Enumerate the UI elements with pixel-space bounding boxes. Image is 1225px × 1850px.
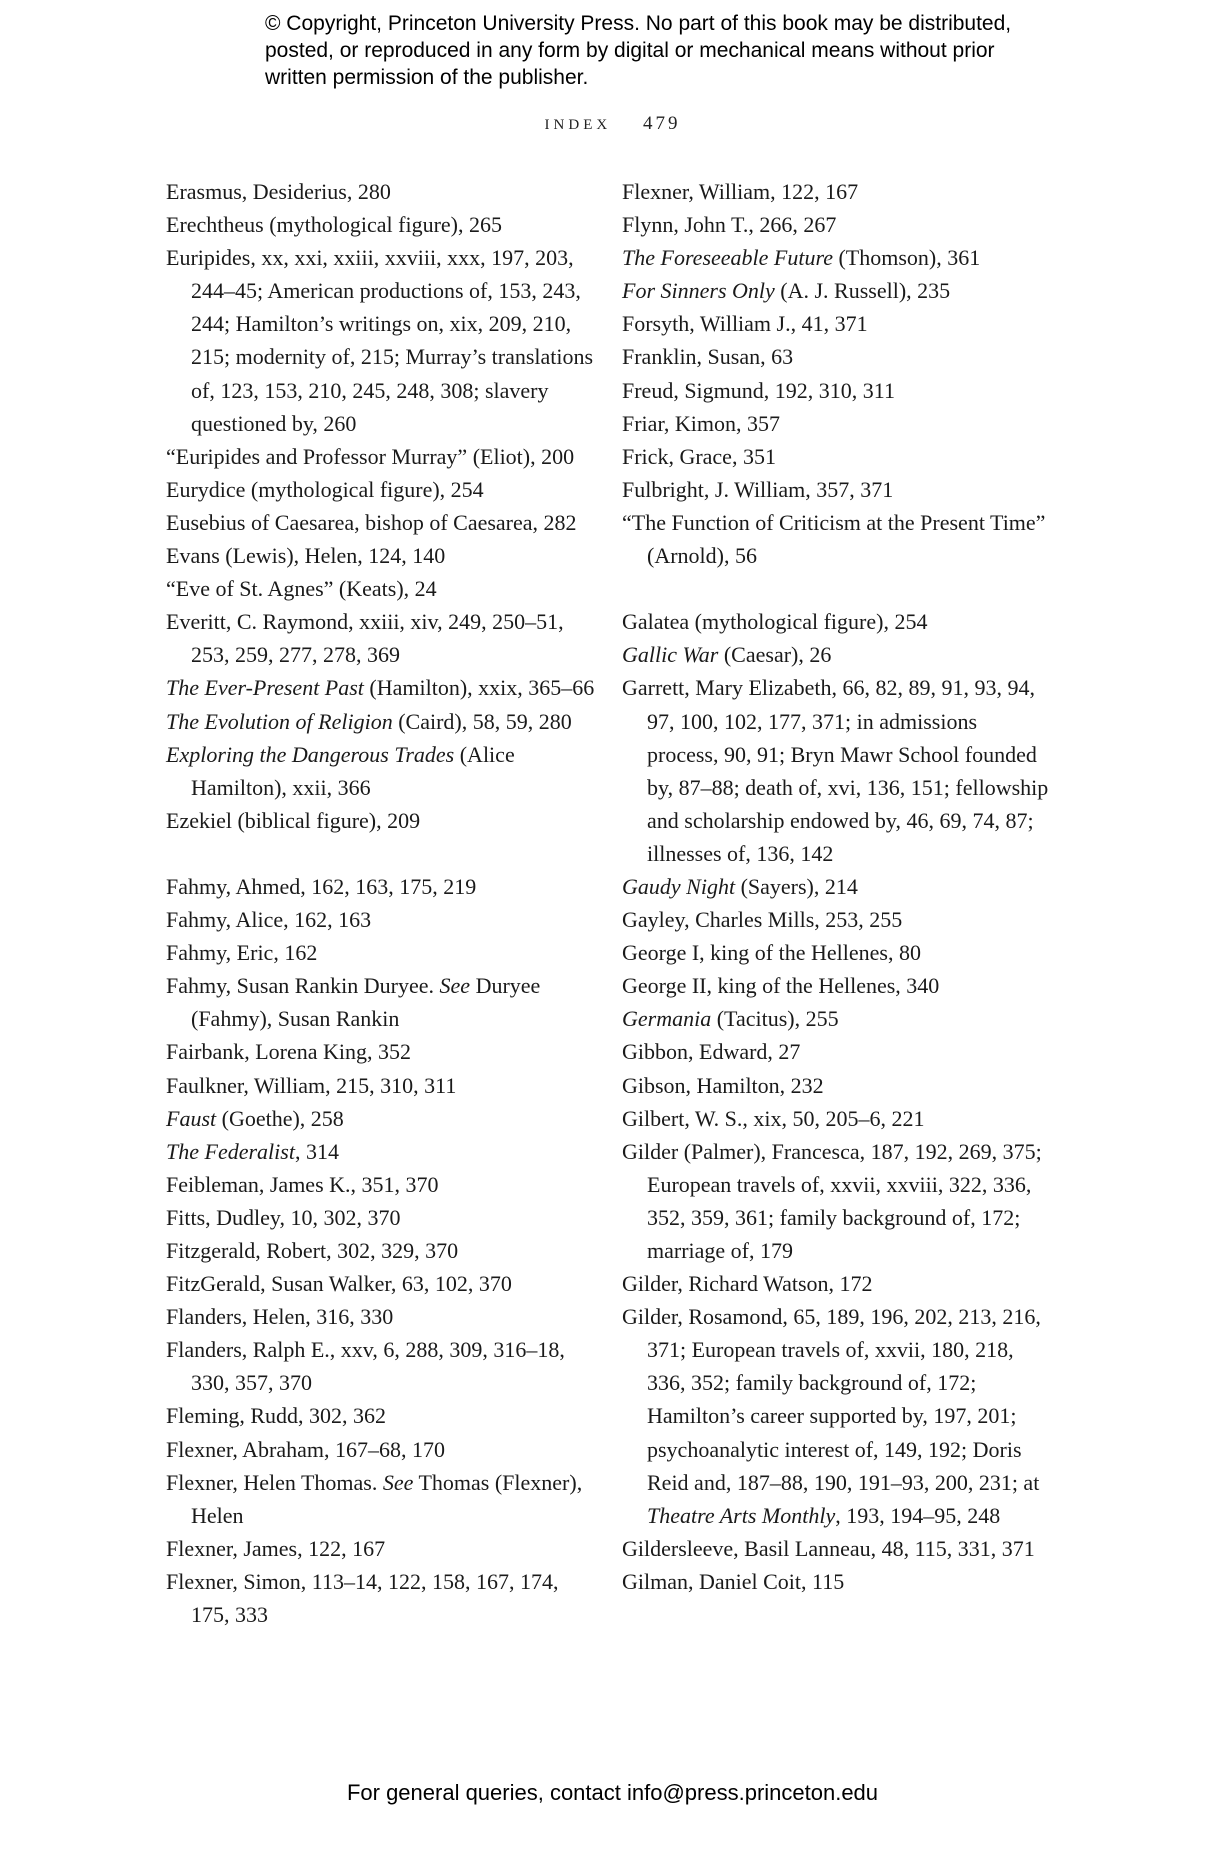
index-entry-text: FitzGerald, Susan Walker, 63, 102, 370 xyxy=(166,1271,512,1297)
index-entry-text: (Goethe), 258 xyxy=(216,1105,344,1131)
index-entry xyxy=(166,208,596,241)
index-entry-italic-text: The Evolution of Religion xyxy=(166,708,393,734)
index-entry xyxy=(166,539,596,572)
index-entry-text: George I, king of the Hellenes, 80 xyxy=(622,940,921,966)
index-entry-text: Flexner, James, 122, 167 xyxy=(166,1535,386,1561)
index-entry-text: Forsyth, William J., 41, 371 xyxy=(622,311,868,337)
index-entry-italic-text: Faust xyxy=(166,1105,217,1131)
index-entry xyxy=(622,340,1052,373)
index-entry xyxy=(166,1399,596,1432)
index-entry xyxy=(166,506,596,539)
index-entry-text: Fahmy, Ahmed, 162, 163, 175, 219 xyxy=(166,873,477,899)
index-entry xyxy=(622,605,1052,638)
index-entry-text: Flexner, Simon, 113–14, 122, 158, 167, 174, 175, 333 xyxy=(166,1568,559,1628)
index-entry-text: Gilman, Daniel Coit, 115 xyxy=(622,1568,845,1594)
index-entry xyxy=(622,1135,1052,1267)
index-entry-text: Fahmy, Alice, 162, 163 xyxy=(166,907,372,933)
index-entry-italic-text: Gallic War xyxy=(622,642,719,668)
index-entry xyxy=(166,572,596,605)
index-entry-text: Flynn, John T., 266, 267 xyxy=(622,212,837,238)
footer-contact: For general queries, contact info@press.princeton.edu xyxy=(346,1780,879,1805)
index-entry-italic-text: See xyxy=(439,973,471,999)
index-entry-text: (Thomson), 361 xyxy=(832,245,981,271)
index-entry-italic-text: Germania xyxy=(622,1006,712,1032)
index-entry xyxy=(166,1135,596,1168)
index-entry-text: Fahmy, Susan Rankin Duryee. xyxy=(166,973,440,999)
index-entry-text: Feibleman, James K., 351, 370 xyxy=(166,1171,439,1197)
index-entry xyxy=(622,506,1052,572)
index-entry-text: Gibbon, Edward, 27 xyxy=(622,1039,801,1065)
index-entry-text: (Hamilton), xxix, 365–66 xyxy=(363,675,595,701)
index-entry-text: “The Function of Criticism at the Present Time” (Arnold), 56 xyxy=(622,509,1046,569)
index-entry-text: Galatea (mythological figure), 254 xyxy=(622,609,928,635)
index-entry-text: Euripides, xx, xxi, xxiii, xxviii, xxx, 197, 203, 244–45; American productions of, 153, 243, 244; Hamilton’s writings on, xix, 209, 210, 215; modernity of, 215; Murray’s translations of, 123, 153, 210, 245, 248, 308; slavery questioned by, 260 xyxy=(166,245,594,436)
index-entry xyxy=(166,1333,596,1399)
index-entry-text: Gilder (Palmer), Francesca, 187, 192, 269, 375; European travels of, xxvii, xxviii, 322, 336, 352, 359, 361; family background of, 172; marriage of, 179 xyxy=(622,1138,1042,1263)
index-entry-text: Fulbright, J. William, 357, 371 xyxy=(622,476,894,502)
index-entry-italic-text: The Federalist xyxy=(166,1138,295,1164)
index-entry-text: (Tacitus), 255 xyxy=(711,1006,839,1032)
index-entry xyxy=(166,804,596,837)
index-entry xyxy=(622,1102,1052,1135)
index-entry-text: Thomas (Flexner), Helen xyxy=(191,1469,583,1528)
index-entry xyxy=(622,1267,1052,1300)
index-entry-text: Gilbert, W. S., xix, 50, 205–6, 221 xyxy=(622,1105,925,1131)
index-entry-italic-text: For Sinners Only xyxy=(622,278,775,304)
index-entry xyxy=(166,1168,596,1201)
index-entry xyxy=(166,1532,596,1565)
index-entry-text: Gilder, Rosamond, 65, 189, 196, 202, 213, 216, 371; European travels of, xxvii, 180, 218, 336, 352; family background of, 172; Hamilton’s career supported by, 197, 201; psychoanalytic interest of, 149, 192; Doris Reid and, 187–88, 190, 191–93, 200, 231; at xyxy=(622,1304,1041,1495)
index-entry-text: Gayley, Charles Mills, 253, 255 xyxy=(622,907,903,933)
index-entry-text: Gibson, Hamilton, 232 xyxy=(622,1072,824,1098)
index-entry xyxy=(166,440,596,473)
index-entry xyxy=(622,440,1052,473)
index-entry-text: Flanders, Helen, 316, 330 xyxy=(166,1304,394,1330)
index-entry xyxy=(166,936,596,969)
index-entry-italic-text: Exploring the Dangerous Trades xyxy=(166,741,455,767)
index-entry-text: (Alice Hamilton), xxii, 366 xyxy=(191,741,515,800)
index-entry-text: Flexner, Helen Thomas. xyxy=(166,1469,383,1495)
index-entry-text: Flexner, William, 122, 167 xyxy=(622,179,859,204)
index-entry-text: Eurydice (mythological figure), 254 xyxy=(166,476,484,502)
index-entry-italic-text: Theatre Arts Monthly xyxy=(647,1502,836,1528)
index-entry-italic-text: The Ever-Present Past xyxy=(166,675,364,701)
index-entry xyxy=(622,1035,1052,1068)
index-entry xyxy=(622,870,1052,903)
index-entry xyxy=(166,1300,596,1333)
index-entry xyxy=(166,870,596,903)
index-entry xyxy=(166,903,596,936)
index-entry-text: Gilder, Richard Watson, 172 xyxy=(622,1271,873,1297)
index-entry-text: , 193, 194–95, 248 xyxy=(835,1502,1001,1528)
index-entry xyxy=(622,175,1052,208)
index-entry xyxy=(166,1035,596,1068)
index-entry-text: “Eve of St. Agnes” (Keats), 24 xyxy=(166,576,437,602)
index-entry-text: Gildersleeve, Basil Lanneau, 48, 115, 331, 371 xyxy=(622,1535,1035,1561)
index-entry xyxy=(622,1532,1052,1565)
index-entry xyxy=(622,307,1052,340)
index-entry-text: Fitts, Dudley, 10, 302, 370 xyxy=(166,1204,401,1230)
index-entry xyxy=(166,1234,596,1267)
running-head xyxy=(0,113,1225,135)
index-entry xyxy=(166,1267,596,1300)
index-entry-text: , 314 xyxy=(294,1138,339,1164)
copyright-notice: © Copyright, Princeton University Press. No part of this book may be distributed, posted, or reproduced in any form by digital or mechanical means without prior written permission of the publisher. xyxy=(265,12,1012,89)
index-entry xyxy=(622,473,1052,506)
index-entry xyxy=(166,671,596,704)
index-entry xyxy=(622,1565,1052,1598)
index-entry-italic-text: The Foreseeable Future xyxy=(622,245,833,271)
index-entry-text: Erasmus, Desiderius, 280 xyxy=(166,179,391,204)
index-entry-text: “Euripides and Professor Murray” (Eliot), 200 xyxy=(166,443,575,469)
index-entry xyxy=(166,473,596,506)
index-entry-text: (Caesar), 26 xyxy=(718,642,832,668)
index-entry xyxy=(622,1069,1052,1102)
index-entry-text: Flanders, Ralph E., xxv, 6, 288, 309, 316–18, 330, 357, 370 xyxy=(166,1337,565,1396)
index-entry-text: Eusebius of Caesarea, bishop of Caesarea, 282 xyxy=(166,509,577,535)
index-entry-text: Faulkner, William, 215, 310, 311 xyxy=(166,1072,457,1098)
index-entry xyxy=(622,903,1052,936)
index-entry-text: Evans (Lewis), Helen, 124, 140 xyxy=(166,543,446,569)
index-entry-text: Garrett, Mary Elizabeth, 66, 82, 89, 91, 93, 94, 97, 100, 102, 177, 371; in admissions process, 90, 91; Bryn Mawr School founded by, 87–88; death of, xvi, 136, 151; fellowship and scholarship endowed by, 46, 69, 74, 87; illnesses of, 136, 142 xyxy=(622,675,1049,866)
index-column-left xyxy=(166,175,596,1631)
index-entry-text: (Caird), 58, 59, 280 xyxy=(392,708,572,734)
index-entry xyxy=(166,241,596,440)
index-entry-text: Fitzgerald, Robert, 302, 329, 370 xyxy=(166,1238,459,1263)
index-entry xyxy=(622,1300,1052,1532)
index-entry xyxy=(166,1466,596,1532)
index-entry-text: Flexner, Abraham, 167–68, 170 xyxy=(166,1436,445,1462)
page-number: 479 xyxy=(642,113,681,134)
index-entry-text: Fairbank, Lorena King, 352 xyxy=(166,1039,411,1065)
index-column-right xyxy=(622,175,1052,1598)
index-entry xyxy=(166,1102,596,1135)
index-entry xyxy=(622,274,1052,307)
index-entry xyxy=(166,969,596,1035)
index-entry-text: Friar, Kimon, 357 xyxy=(622,410,780,436)
index-entry-text: George II, king of the Hellenes, 340 xyxy=(622,973,940,999)
index-entry-text: Everitt, C. Raymond, xxiii, xiv, 249, 250–51, 253, 259, 277, 278, 369 xyxy=(166,609,564,668)
index-entry xyxy=(622,241,1052,274)
index-entry-text: Freud, Sigmund, 192, 310, 311 xyxy=(622,377,895,403)
index-entry-text: Fahmy, Eric, 162 xyxy=(166,940,318,966)
index-entry xyxy=(166,1433,596,1466)
index-entry xyxy=(166,175,596,208)
section-gap xyxy=(622,572,1052,605)
index-entry-text: Franklin, Susan, 63 xyxy=(622,344,794,370)
index-entry-text: Ezekiel (biblical figure), 209 xyxy=(166,807,421,833)
index-entry-text: (Sayers), 214 xyxy=(735,873,858,899)
index-entry xyxy=(622,374,1052,407)
index-entry xyxy=(622,407,1052,440)
index-entry xyxy=(622,1002,1052,1035)
index-entry xyxy=(166,1069,596,1102)
index-entry xyxy=(166,705,596,738)
index-entry-italic-text: Gaudy Night xyxy=(622,873,736,899)
index-entry xyxy=(622,936,1052,969)
index-entry xyxy=(622,638,1052,671)
index-entry xyxy=(622,208,1052,241)
index-entry xyxy=(166,1565,596,1631)
index-entry-text: Fleming, Rudd, 302, 362 xyxy=(166,1403,387,1429)
index-entry-italic-text: See xyxy=(382,1469,414,1495)
index-entry-text: Frick, Grace, 351 xyxy=(622,443,776,469)
section-gap xyxy=(166,837,596,870)
index-entry xyxy=(166,738,596,804)
index-entry-text: Erechtheus (mythological figure), 265 xyxy=(166,212,503,238)
running-head-label: INDEX xyxy=(544,117,612,133)
index-entry-text: (A. J. Russell), 235 xyxy=(774,278,951,304)
index-entry xyxy=(622,969,1052,1002)
index-entry xyxy=(166,1201,596,1234)
index-entry xyxy=(166,605,596,671)
index-entry xyxy=(622,671,1052,870)
index-entry-text: Duryee (Fahmy), Susan Rankin xyxy=(191,973,541,1032)
